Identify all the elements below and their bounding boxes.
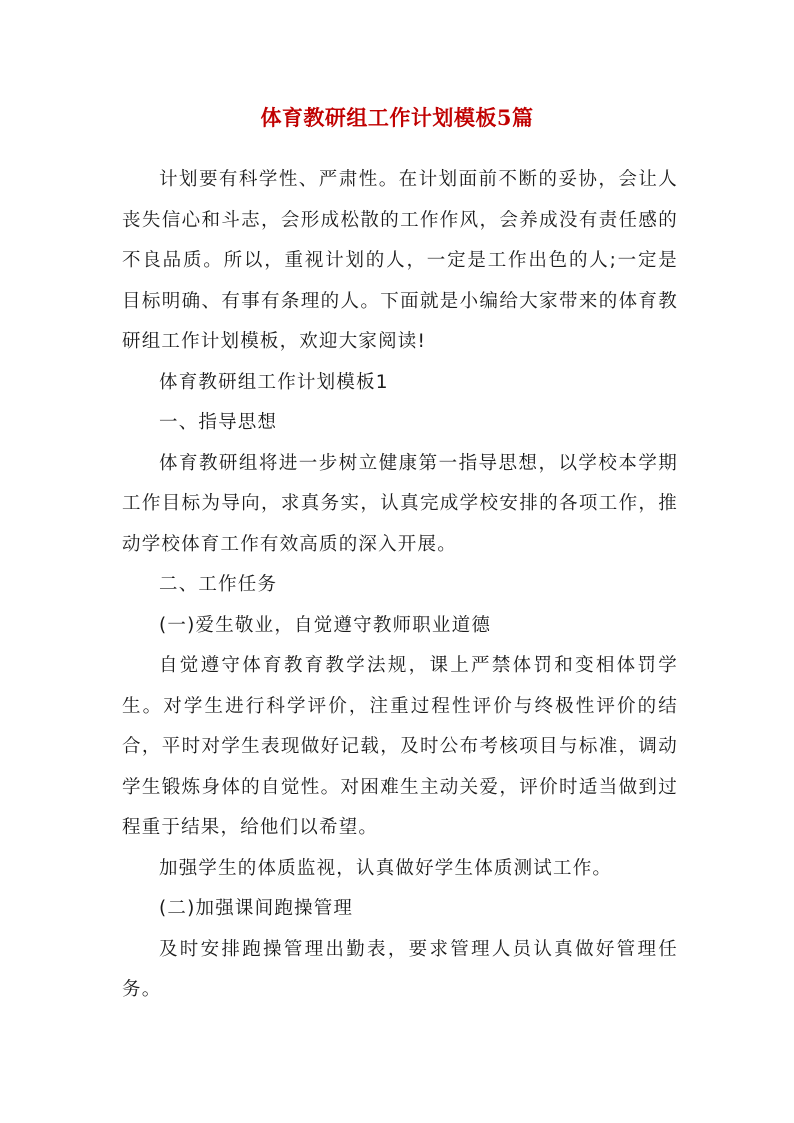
- paragraph-running-management: 及时安排跑操管理出勤表，要求管理人员认真做好管理任务。: [122, 938, 678, 1000]
- document-title: 体育教研组工作计划模板5篇: [260, 105, 534, 130]
- section-heading-template-1: 体育教研组工作计划模板1: [159, 371, 389, 393]
- paragraph-professional-ethics: 自觉遵守体育教育教学法规，课上严禁体罚和变相体罚学生。对学生进行科学评价，注重过程性评价与终极性评价的结合，平时对学生表现做好记载，及时公布考核项目与标准，调动学生锻炼身体的自觉性。对困难生主动关爱，评价时适当做到过程重于结果，给他们以希望。: [122, 655, 678, 838]
- heading-guiding-ideology: 一、指导思想: [159, 412, 278, 433]
- document-body: [122, 160, 678, 1011]
- subheading-running-management: (二)加强课间跑操管理: [159, 898, 354, 919]
- subheading-professional-ethics: (一)爱生敬业，自觉遵守教师职业道德: [159, 614, 492, 636]
- intro-paragraph: 计划要有科学性、严肃性。在计划面前不断的妥协，会让人丧失信心和斗志，会形成松散的工作作风，会养成没有责任感的不良品质。所以，重视计划的人，一定是工作出色的人;一定是目标明确、有事有条理的人。下面就是小编给大家带来的体育教研组工作计划模板，欢迎大家阅读!: [122, 169, 678, 352]
- paragraph-guiding-ideology: 体育教研组将进一步树立健康第一指导思想，以学校本学期工作目标为导向，求真务实，认真完成学校安排的各项工作，推动学校体育工作有效高质的深入开展。: [122, 452, 678, 555]
- paragraph-physical-monitoring: 加强学生的体质监视，认真做好学生体质测试工作。: [159, 857, 613, 879]
- heading-work-tasks: 二、工作任务: [159, 574, 278, 595]
